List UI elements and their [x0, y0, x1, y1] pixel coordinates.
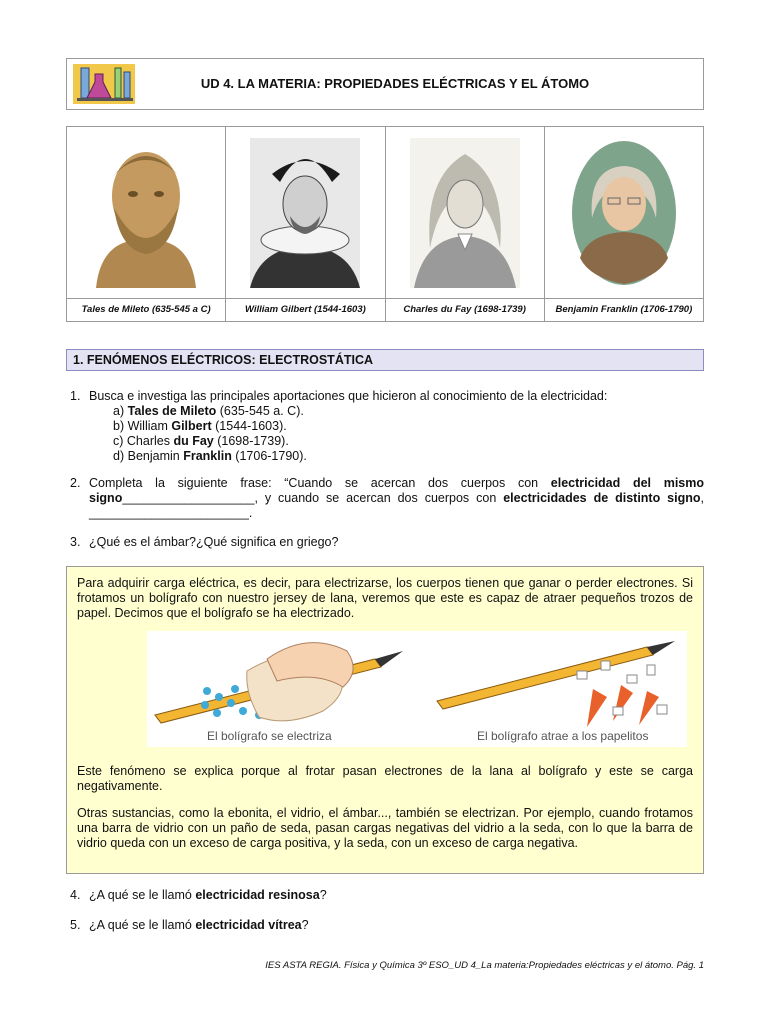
portraits-table	[66, 126, 704, 322]
answer-blank: _______________________.	[89, 506, 253, 520]
question-text: Busca e investiga las principales aportaciones que hicieron al conocimiento de la electricidad:	[89, 389, 608, 403]
portrait-caption: Charles du Fay (1698-1739)	[386, 298, 544, 321]
question-text: ¿A qué se le llamó electricidad vítrea?	[89, 918, 309, 932]
portrait-caption: Tales de Mileto (635-545 a C)	[67, 298, 225, 321]
portrait-caption: Benjamin Franklin (1706-1790)	[545, 298, 703, 321]
list-item: b) William Gilbert (1544-1603).	[113, 419, 287, 433]
question-text-line: signo___________________, y cuando se acercan dos cuerpos con electricidades de distinto signo,	[89, 491, 704, 505]
page-header	[66, 58, 704, 110]
question-1	[70, 389, 704, 464]
question-text-line: Completa la siguiente frase: “Cuando se acercan dos cuerpos con electricidad del mismo	[89, 476, 704, 490]
portrait-caption: William Gilbert (1544-1603)	[226, 298, 384, 321]
dufay-engraving-image	[410, 138, 520, 288]
question-2	[70, 476, 704, 521]
tales-bust-image	[86, 138, 206, 288]
illustration-caption-right: El bolígrafo atrae a los papelitos	[477, 729, 649, 743]
info-paragraph: Para adquirir carga eléctrica, es decir, para electrizarse, los cuerpos tienen que ganar o perder electrones. Si frotamos un bolígrafo con nuestro jersey de lana, veremos que este es capaz de atraer pequeños trozos de papel. Decimos que el bolígrafo se ha electrizado.	[77, 576, 693, 620]
question-number: 2.	[70, 476, 81, 490]
gilbert-engraving-image	[250, 138, 360, 288]
pen-illustration	[147, 631, 687, 747]
question-text: ¿Qué es el ámbar?¿Qué significa en griego?	[89, 535, 339, 549]
info-paragraph: Este fenómeno se explica porque al frotar pasan electrones de la lana al bolígrafo y este se carga negativamente.	[77, 764, 693, 793]
question-text: ¿A qué se le llamó electricidad resinosa?	[89, 888, 327, 902]
question-number: 4.	[70, 888, 81, 902]
illustration-caption-left: El bolígrafo se electriza	[207, 729, 332, 743]
question-number: 5.	[70, 918, 81, 932]
portrait-cell-gilbert	[226, 127, 385, 321]
info-paragraph: Otras sustancias, como la ebonita, el vidrio, el ámbar..., también se electrizan. Por ejemplo, cuando frotamos una barra de vidrio con un paño de seda, pasan cargas negativas del vidrio a la seda, con lo que la barra de vidrio queda con un exceso de carga positiva, y la seda, con un exceso de carga negativa.	[77, 806, 693, 850]
list-item: c) Charles du Fay (1698-1739).	[113, 434, 289, 448]
portrait-cell-dufay	[386, 127, 545, 321]
question-3	[70, 535, 704, 550]
page-title: UD 4. LA MATERIA: PROPIEDADES ELÉCTRICAS Y EL ÁTOMO	[200, 76, 590, 91]
franklin-portrait-image	[568, 138, 680, 288]
info-box	[66, 566, 704, 874]
question-5	[70, 918, 704, 933]
page-footer: IES ASTA REGIA. Física y Química 3º ESO_UD 4_La materia:Propiedades eléctricas y el átomo. Pág. 1	[265, 960, 704, 971]
question-number: 3.	[70, 535, 81, 549]
list-item: d) Benjamin Franklin (1706-1790).	[113, 449, 307, 463]
portrait-cell-tales	[67, 127, 226, 321]
section-heading: 1. FENÓMENOS ELÉCTRICOS: ELECTROSTÁTICA	[66, 349, 704, 371]
list-item: a) Tales de Mileto (635-545 a. C).	[113, 404, 304, 418]
portrait-cell-franklin	[545, 127, 703, 321]
question-number: 1.	[70, 389, 81, 403]
question-4	[70, 888, 704, 903]
